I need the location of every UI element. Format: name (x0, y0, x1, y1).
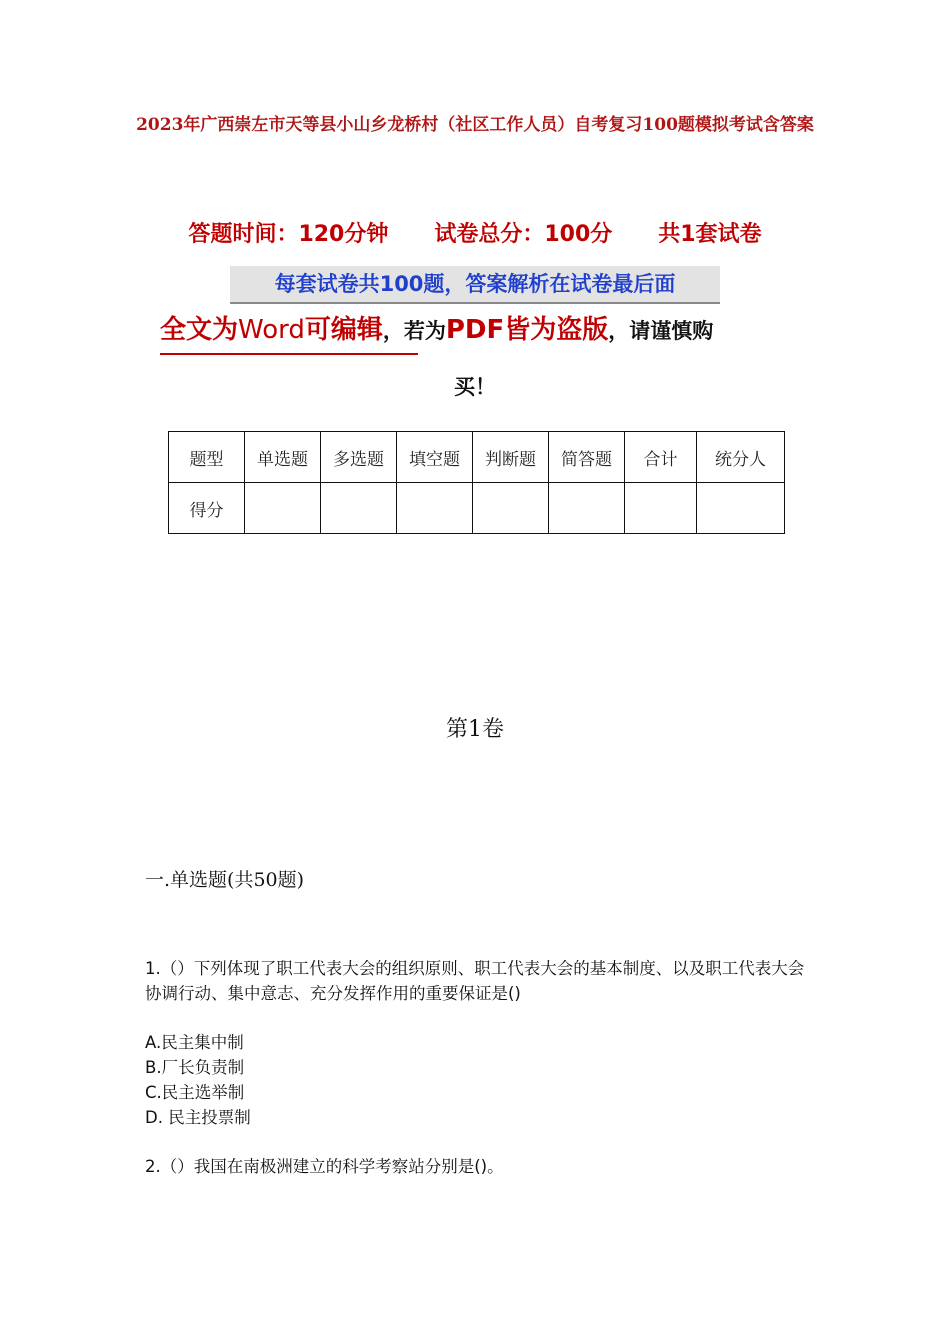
score-header-cell: 统分人 (697, 432, 785, 483)
score-cell-empty (473, 483, 549, 534)
score-header-cell: 判断题 (473, 432, 549, 483)
score-header-cell: 题型 (169, 432, 245, 483)
question-1-text: 1.（）下列体现了职工代表大会的组织原则、职工代表大会的基本制度、以及职工代表大会协调行动、集中意志、充分发挥作用的重要保证是() (145, 959, 805, 1003)
warning-underline (160, 353, 418, 355)
score-table-score-row (169, 483, 785, 534)
question-1-options (145, 1030, 745, 1130)
warning-part-buy: 买！ (454, 375, 496, 399)
score-table (168, 431, 785, 534)
question-2-text: 2.（）我国在南极洲建立的科学考察站分别是()。 (145, 1157, 504, 1176)
score-cell-empty (245, 483, 321, 534)
warning-part-word: Word (238, 315, 305, 345)
option-b: B.厂长负责制 (145, 1058, 245, 1077)
score-header-cell: 多选题 (321, 432, 397, 483)
option-c: C.民主选举制 (145, 1083, 245, 1102)
warning-part-if: ，若为 (382, 319, 446, 343)
score-header-cell: 单选题 (245, 432, 321, 483)
section-heading: 一.单选题(共50题) (145, 869, 305, 891)
exam-time: 答题时间：120分钟 (188, 222, 389, 247)
warning-part-editable: 可编辑 (304, 315, 383, 345)
volume-heading: 第1卷 (446, 717, 504, 742)
warning-part-pdf: PDF皆为盗版 (445, 315, 609, 345)
score-cell-empty (625, 483, 697, 534)
score-header-cell: 合计 (625, 432, 697, 483)
document-title: 2023年广西崇左市天等县小山乡龙桥村（社区工作人员）自考复习100题模拟考试含答案 (136, 115, 814, 135)
score-cell-empty (697, 483, 785, 534)
answer-notice: 每套试卷共100题，答案解析在试卷最后面 (230, 266, 720, 304)
score-cell-empty (397, 483, 473, 534)
exam-sets: 共1套试卷 (658, 222, 762, 247)
warning-part-1: 全文为 (160, 315, 239, 345)
option-a: A.民主集中制 (145, 1033, 244, 1052)
score-cell-empty (321, 483, 397, 534)
score-cell-empty (549, 483, 625, 534)
exam-total-score: 试卷总分：100分 (434, 222, 613, 247)
exam-meta-line (0, 217, 950, 248)
score-row-label: 得分 (169, 483, 245, 534)
option-d: D. 民主投票制 (145, 1108, 251, 1127)
score-header-cell: 填空题 (397, 432, 473, 483)
score-header-cell: 简答题 (549, 432, 625, 483)
score-table-header-row (169, 432, 785, 483)
warning-part-careful: ，请谨慎购 (608, 319, 714, 343)
piracy-warning (160, 309, 800, 359)
